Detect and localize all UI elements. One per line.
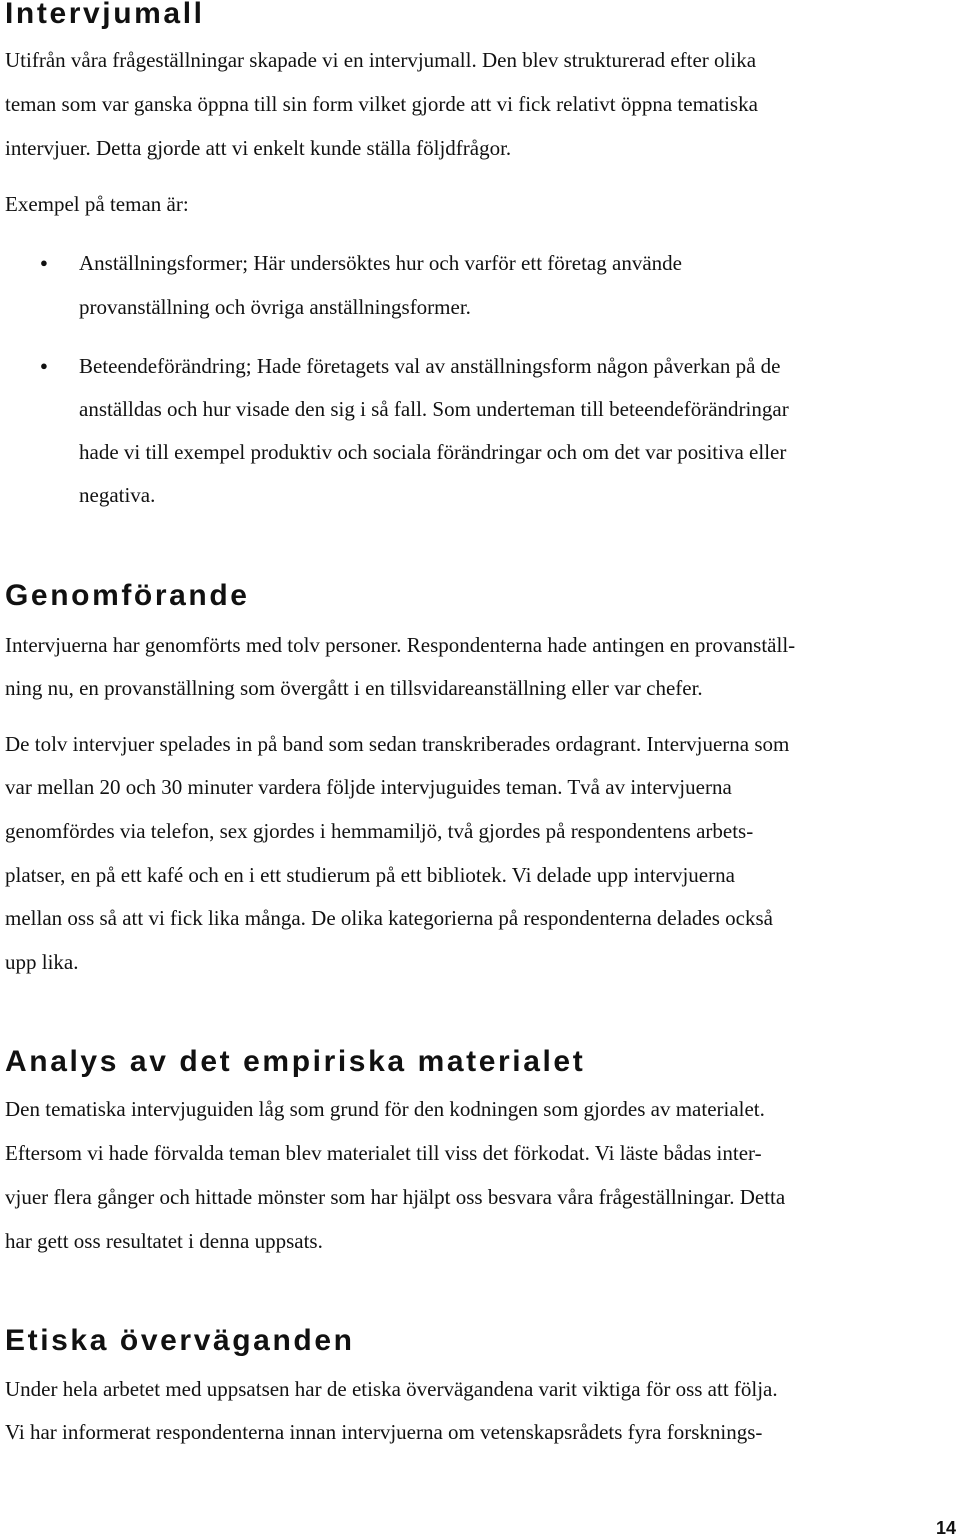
heading-intervjumall: Intervjumall — [5, 0, 205, 30]
analys-line: vjuer flera gånger och hittade mönster som har hjälpt oss besvara våra frågeställningar. Detta — [5, 1185, 786, 1209]
bullet-marker: ● — [40, 255, 48, 270]
heading-analys: Analys av det empiriska materialet — [5, 1045, 586, 1078]
analys-line: Eftersom vi hade förvalda teman blev materialet till viss det förkodat. Vi läste bådas inter- — [5, 1141, 762, 1165]
example-label: Exempel på teman är: — [5, 192, 189, 216]
genomforande-p2-line: genomfördes via telefon, sex gjordes i hemmamiljö, två gjordes på respondentens arbets- — [5, 819, 754, 843]
heading-genomforande: Genomförande — [5, 579, 250, 612]
analys-line: Den tematiska intervjuguiden låg som grund för den kodningen som gjordes av materialet. — [5, 1097, 765, 1121]
genomforande-p1-line: ning nu, en provanställning som övergått i en tillsvidareanställning eller var chefer. — [5, 676, 703, 700]
genomforande-p2-line: platser, en på ett kafé och en i ett studierum på ett bibliotek. Vi delade upp intervjuerna — [5, 863, 735, 887]
heading-etiska: Etiska överväganden — [5, 1324, 355, 1357]
etiska-line: Vi har informerat respondenterna innan intervjuerna om vetenskapsrådets fyra forsknings- — [5, 1420, 763, 1444]
bullet-marker: ● — [40, 358, 48, 373]
etiska-line: Under hela arbetet med uppsatsen har de etiska övervägandena varit viktiga för oss att följa. — [5, 1377, 778, 1401]
intervjumall-intro-line: teman som var ganska öppna till sin form vilket gjorde att vi fick relativt öppna tematiska — [5, 92, 758, 116]
bullet-line: Beteendeförändring; Hade företagets val av anställningsform någon påverkan på de — [79, 354, 781, 378]
genomforande-p1-line: Intervjuerna har genomförts med tolv personer. Respondenterna hade antingen en provanställ- — [5, 633, 796, 657]
genomforande-p2-line: mellan oss så att vi fick lika många. De olika kategorierna på respondenterna delades också — [5, 906, 773, 930]
genomforande-p2-line: De tolv intervjuer spelades in på band som sedan transkriberades ordagrant. Intervjuerna som — [5, 732, 790, 756]
intervjumall-intro-line: Utifrån våra frågeställningar skapade vi en intervjumall. Den blev strukturerad efter olika — [5, 48, 757, 72]
bullet-line: Anställningsformer; Här undersöktes hur och varför ett företag använde — [79, 251, 682, 275]
bullet-line: anställdas och hur visade den sig i så fall. Som underteman till beteendeförändringar — [79, 397, 789, 421]
analys-line: har gett oss resultatet i denna uppsats. — [5, 1229, 323, 1253]
intervjumall-intro-line: intervjuer. Detta gjorde att vi enkelt kunde ställa följdfrågor. — [5, 136, 512, 160]
bullet-line: hade vi till exempel produktiv och sociala förändringar och om det var positiva eller — [79, 440, 787, 464]
bullet-line: negativa. — [79, 483, 156, 507]
genomforande-p2-line: upp lika. — [5, 950, 79, 974]
bullet-line: provanställning och övriga anställningsformer. — [79, 295, 471, 319]
genomforande-p2-line: var mellan 20 och 30 minuter vardera följde intervjuguides teman. Två av intervjuerna — [5, 775, 732, 799]
page-number: 14 — [935, 1518, 956, 1538]
